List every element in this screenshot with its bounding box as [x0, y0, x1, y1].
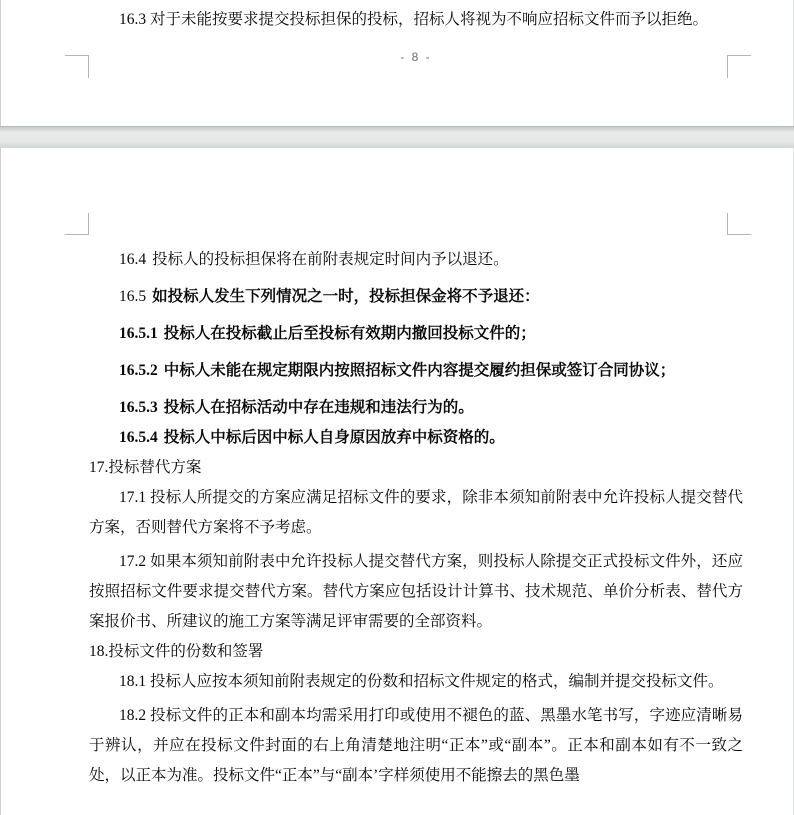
paragraph-16-5-4 — [89, 423, 743, 453]
paragraph-16-5-1 — [89, 319, 743, 349]
clause-text: 中标人未能在规定期限内按照招标文件内容提交履约担保或签订合同协议； — [163, 362, 676, 379]
clause-text: 投标人在投标截止后至投标有效期内撤回投标文件的； — [163, 325, 536, 342]
paragraph-18-1: 18.1 投标人应按本须知前附表规定的份数和招标文件规定的格式，编制并提交投标文件。 — [119, 673, 724, 690]
page-8-text-area — [1, 0, 793, 35]
margin-corner-bottom-left — [65, 55, 89, 78]
page-number-footer: - 8 - — [400, 50, 432, 64]
page-separator — [0, 126, 794, 148]
paragraph-18-2: 18.2 投标文件的正本和副本均需采用打印或使用不褪色的蓝、黑墨水笔书写，字迹应清晰易于辨认，并应在投标文件封面的右上角清楚地注明“正本”或“副本”。正本和副本如有不一致之处，以正本为准。投标文件“正本”与“副本’字样须使用不能擦去的黑色墨 — [89, 707, 743, 784]
paragraph-17-1: 17.1 投标人所提交的方案应满足招标文件的要求，除非本须知前附表中允许投标人提交替代方案，否则替代方案将不予考虑。 — [89, 489, 743, 536]
paragraph-17-2: 17.2 如果本须知前附表中允许投标人提交替代方案，则投标人除提交正式投标文件外，还应按照招标文件要求提交替代方案。替代方案应包括设计计算书、技术规范、单价分析表、替代方案报价书、所建议的施工方案等满足评审需要的全部资料。 — [89, 553, 743, 630]
page-9-text-area — [1, 148, 793, 791]
document-page-8[interactable] — [0, 0, 794, 126]
clause-number: 16.5.3 — [119, 399, 158, 416]
clause-number: 16.5.4 — [119, 429, 158, 446]
paragraph-16-4 — [89, 245, 743, 275]
clause-text: 投标人的投标担保将在前附表规定时间内予以退还。 — [152, 251, 509, 268]
clause-number: 16.5.1 — [119, 325, 158, 342]
clause-text: 投标人中标后因中标人自身原因放弃中标资格的。 — [163, 429, 505, 446]
clause-text: 投标人在招标活动中存在违规和违法行为的。 — [163, 399, 474, 416]
paragraph-16-5-2 — [89, 356, 743, 386]
margin-corner-top-left — [65, 213, 89, 235]
clause-text: 如投标人发生下列情况之一时，投标担保金将不予退还： — [152, 288, 540, 305]
document-page-9[interactable] — [0, 148, 794, 815]
section-heading-18: 18.投标文件的份数和签署 — [89, 643, 264, 660]
clause-number: 16.5 — [119, 288, 147, 305]
paragraph-16-3: 16.3 对于未能按要求提交投标担保的投标，招标人将视为不响应招标文件而予以拒绝。 — [119, 11, 709, 28]
section-heading-17: 17.投标替代方案 — [89, 459, 202, 476]
paragraph-16-5 — [89, 282, 743, 312]
paragraph-16-5-3 — [89, 393, 743, 423]
clause-number: 16.4 — [119, 251, 147, 268]
clause-number: 16.5.2 — [119, 362, 158, 379]
margin-corner-top-right — [727, 213, 751, 235]
